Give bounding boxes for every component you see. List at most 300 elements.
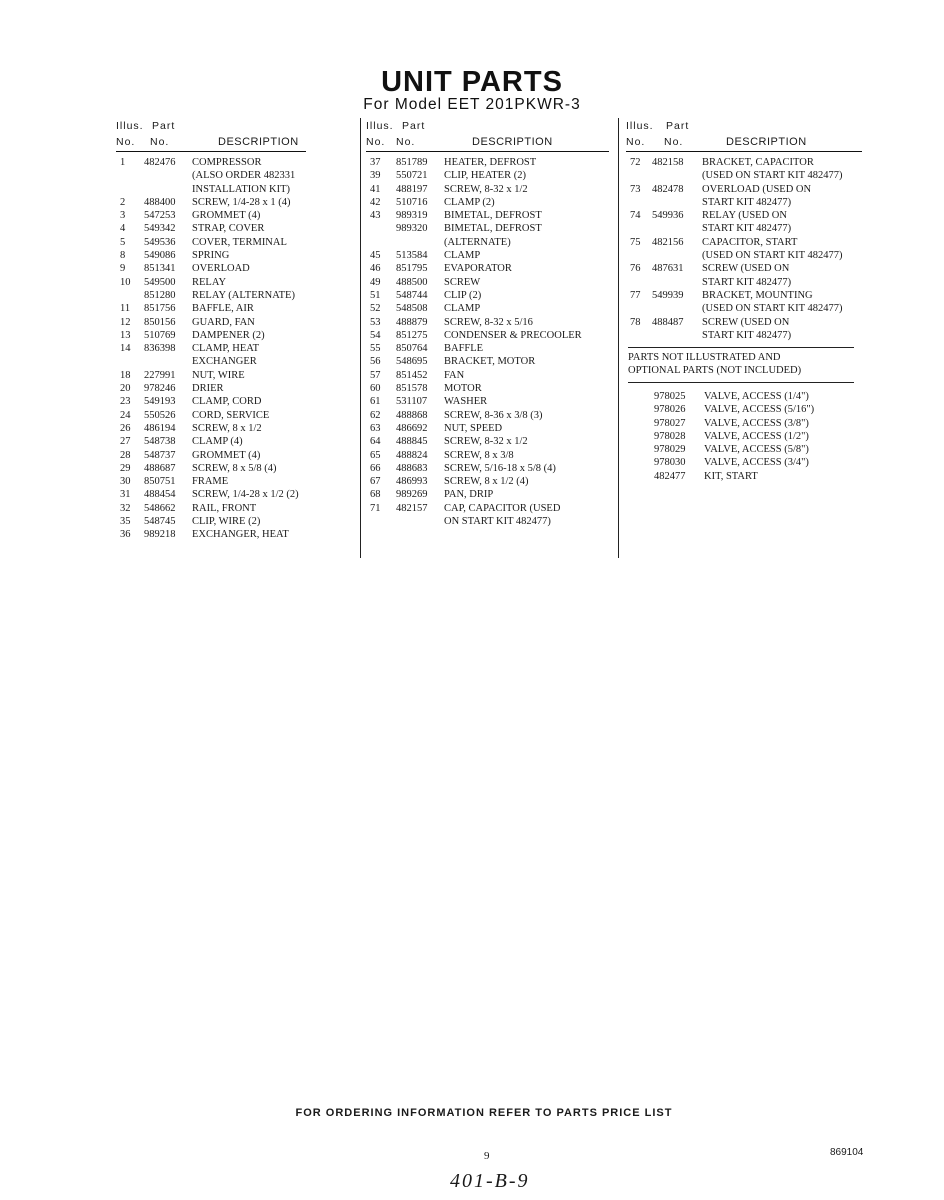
part-number: 548744 (396, 289, 428, 301)
parts-row (366, 183, 609, 196)
parts-row (116, 249, 306, 262)
parts-row (116, 342, 306, 355)
part-number: 488868 (396, 409, 428, 421)
part-description: NUT, SPEED (444, 422, 503, 434)
parts-row (626, 236, 862, 249)
illus-number: 61 (370, 396, 381, 408)
illus-number: 53 (370, 316, 381, 328)
column-divider (618, 118, 619, 558)
parts-row (116, 475, 306, 488)
part-number: 989320 (396, 223, 428, 235)
illus-number: 8 (120, 250, 126, 262)
part-description: HEATER, DEFROST (444, 157, 537, 168)
parts-row (366, 329, 609, 342)
part-description: BIMETAL, DEFROST (444, 223, 542, 235)
illus-number: 66 (370, 462, 381, 474)
parts-row (116, 289, 306, 302)
part-description: VALVE, ACCESS (1/4") (704, 391, 809, 402)
description-label: DESCRIPTION (726, 136, 807, 148)
illus-number: 56 (370, 356, 381, 368)
part-description: DAMPENER (2) (192, 329, 265, 341)
parts-row (366, 209, 609, 222)
part-no-label: No. (150, 136, 170, 148)
part-description: WASHER (444, 396, 488, 408)
illus-number: 49 (370, 276, 381, 288)
part-number: 851280 (144, 289, 176, 301)
header-rule (626, 151, 862, 152)
column-header (116, 118, 306, 156)
illus-number: 1 (120, 157, 126, 168)
parts-row (116, 462, 306, 475)
part-number: 482477 (654, 470, 686, 482)
not-illustrated-heading (628, 351, 801, 378)
illus-no-label: No. (626, 136, 646, 148)
part-description: SCREW, 8-36 x 3/8 (3) (444, 409, 543, 421)
parts-column-2 (366, 118, 609, 528)
part-number: 851795 (396, 263, 428, 275)
part-description: (USED ON START KIT 482477) (702, 250, 843, 262)
illus-label: Illus. (116, 120, 144, 132)
part-number: 548737 (144, 449, 176, 461)
illus-number: 28 (120, 449, 131, 461)
part-description: CLAMP, HEAT (192, 343, 260, 355)
part-description: SCREW, 8-32 x 1/2 (444, 183, 528, 195)
part-number: 548508 (396, 303, 428, 315)
parts-row (626, 156, 862, 169)
illus-number: 13 (120, 329, 131, 341)
parts-rows (116, 156, 306, 542)
part-description: EXCHANGER, HEAT (192, 529, 289, 541)
part-description: RELAY (192, 276, 227, 288)
part-description: VALVE, ACCESS (5/8") (704, 444, 809, 456)
illus-number: 57 (370, 369, 381, 381)
part-number: 550526 (144, 409, 176, 421)
parts-row (626, 276, 862, 289)
parts-row (366, 462, 609, 475)
part-description: SCREW, 1/4-28 x 1/2 (2) (192, 489, 299, 501)
parts-row (116, 382, 306, 395)
not-illustrated-list (628, 390, 858, 483)
part-description: OVERLOAD (USED ON (702, 183, 812, 195)
part-label: Part (402, 120, 426, 132)
part-description: BRACKET, MOUNTING (702, 289, 813, 301)
parts-row (366, 342, 609, 355)
part-description: KIT, START (704, 470, 758, 482)
part-number: 978028 (654, 430, 686, 442)
parts-row (366, 422, 609, 435)
illus-number: 2 (120, 196, 126, 208)
part-description: FAN (444, 369, 465, 381)
parts-row (366, 435, 609, 448)
ordering-note: FOR ORDERING INFORMATION REFER TO PARTS PRICE LIST (295, 1107, 673, 1119)
illus-number: 27 (120, 436, 131, 448)
part-number: 978246 (144, 383, 176, 395)
part-number: 989218 (144, 529, 176, 541)
illus-number: 36 (120, 529, 131, 541)
optional-part-row (628, 430, 858, 443)
part-number: 513584 (396, 250, 428, 262)
parts-row (116, 329, 306, 342)
description-label: DESCRIPTION (472, 136, 553, 148)
parts-row (116, 156, 306, 169)
part-description: CLIP (2) (444, 289, 482, 301)
part-number: 851341 (144, 263, 176, 275)
part-description: CONDENSER & PRECOOLER (444, 329, 582, 341)
part-label: Part (666, 120, 690, 132)
parts-row (116, 435, 306, 448)
part-number: 548738 (144, 436, 176, 448)
part-number: 482476 (144, 157, 176, 168)
part-description: (USED ON START KIT 482477) (702, 303, 843, 315)
illus-number: 9 (120, 263, 126, 275)
part-number: 486194 (144, 422, 176, 434)
part-number: 488400 (144, 196, 176, 208)
handwritten-note: 401-B-9 (450, 1170, 530, 1192)
parts-row (366, 196, 609, 209)
parts-row (116, 395, 306, 408)
parts-row (626, 329, 862, 342)
not-illustrated-heading-line1: PARTS NOT ILLUSTRATED AND (628, 352, 781, 363)
part-description: SCREW (USED ON (702, 263, 790, 275)
illus-number: 65 (370, 449, 381, 461)
part-description: CLAMP (4) (192, 436, 243, 448)
part-description: CLIP, HEATER (2) (444, 170, 526, 182)
part-number: 548662 (144, 502, 176, 514)
parts-row (116, 302, 306, 315)
part-number: 488487 (652, 316, 684, 328)
part-number: 549086 (144, 250, 176, 262)
part-number: 482478 (652, 183, 684, 195)
part-number: 851578 (396, 383, 428, 395)
parts-rows (626, 156, 862, 342)
part-description: GROMMET (4) (192, 210, 261, 222)
illus-number: 11 (120, 303, 131, 315)
part-number: 851275 (396, 329, 428, 341)
illus-number: 3 (120, 210, 126, 222)
part-number: 549500 (144, 276, 176, 288)
part-number: 836398 (144, 343, 176, 355)
part-description: START KIT 482477) (702, 329, 792, 341)
part-number: 850764 (396, 343, 428, 355)
part-description: START KIT 482477) (702, 196, 792, 208)
part-number: 989269 (396, 489, 428, 501)
parts-row (626, 169, 862, 182)
parts-rows (366, 156, 609, 528)
part-description: SPRING (192, 250, 230, 262)
parts-row (626, 196, 862, 209)
part-description: VALVE, ACCESS (5/16") (704, 404, 815, 416)
parts-row (366, 382, 609, 395)
part-number: 482158 (652, 157, 684, 168)
section-rule (628, 347, 854, 348)
part-description: SCREW, 8-32 x 5/16 (444, 316, 533, 328)
parts-row (366, 475, 609, 488)
illus-number: 14 (120, 343, 131, 355)
part-number: 978027 (654, 417, 686, 429)
parts-row (366, 222, 609, 235)
part-description: INSTALLATION KIT) (192, 183, 291, 195)
part-number: 549193 (144, 396, 176, 408)
part-description: DRIER (192, 383, 224, 395)
part-description: BAFFLE, AIR (192, 303, 254, 315)
part-description: CORD, SERVICE (192, 409, 270, 421)
parts-row (116, 369, 306, 382)
illus-number: 31 (120, 489, 131, 501)
part-number: 488500 (396, 276, 428, 288)
part-number: 487631 (652, 263, 684, 275)
illus-number: 68 (370, 489, 381, 501)
part-number: 978025 (654, 391, 686, 402)
parts-row (116, 196, 306, 209)
parts-row (626, 302, 862, 315)
part-description: COVER, TERMINAL (192, 236, 287, 248)
part-description: VALVE, ACCESS (3/4") (704, 457, 809, 469)
part-number: 978030 (654, 457, 686, 469)
illus-number: 76 (630, 263, 641, 275)
part-number: 482157 (396, 502, 428, 514)
part-description: SCREW, 1/4-28 x 1 (4) (192, 196, 291, 208)
part-number: 488683 (396, 462, 428, 474)
page-number: 9 (484, 1150, 490, 1162)
parts-row (366, 289, 609, 302)
illus-number: 29 (120, 462, 131, 474)
illus-number: 73 (630, 183, 641, 195)
part-number: 488845 (396, 436, 428, 448)
illus-label: Illus. (366, 120, 394, 132)
parts-row (116, 262, 306, 275)
illus-number: 72 (630, 157, 641, 168)
part-description: SCREW, 5/16-18 x 5/8 (4) (444, 462, 556, 474)
part-description: SCREW, 8-32 x 1/2 (444, 436, 528, 448)
part-number: 510716 (396, 196, 428, 208)
illus-number: 46 (370, 263, 381, 275)
part-description: OVERLOAD (192, 263, 250, 275)
part-number: 488454 (144, 489, 176, 501)
illus-number: 64 (370, 436, 381, 448)
model-subtitle: For Model EET 201PKWR-3 (363, 96, 581, 113)
part-description: VALVE, ACCESS (3/8") (704, 417, 809, 429)
parts-row (116, 449, 306, 462)
parts-row (366, 249, 609, 262)
parts-row (366, 369, 609, 382)
parts-row (116, 276, 306, 289)
part-description: SCREW (444, 276, 481, 288)
illus-number: 10 (120, 276, 131, 288)
illus-number: 12 (120, 316, 131, 328)
parts-row (626, 209, 862, 222)
parts-row (626, 289, 862, 302)
illus-number: 55 (370, 343, 381, 355)
parts-row (116, 515, 306, 528)
part-number: 989319 (396, 210, 428, 222)
part-number: 488879 (396, 316, 428, 328)
illus-number: 51 (370, 289, 381, 301)
parts-row (116, 488, 306, 501)
part-number: 488687 (144, 462, 176, 474)
part-description: GUARD, FAN (192, 316, 255, 328)
part-description: SCREW, 8 x 5/8 (4) (192, 462, 277, 474)
illus-number: 78 (630, 316, 641, 328)
illus-number: 74 (630, 210, 641, 222)
parts-row (116, 355, 306, 368)
illus-number: 45 (370, 250, 381, 262)
page-title: UNIT PARTS (381, 66, 563, 98)
illus-number: 37 (370, 157, 381, 168)
parts-row (116, 183, 306, 196)
description-label: DESCRIPTION (218, 136, 299, 148)
part-number: 488197 (396, 183, 428, 195)
part-description: SCREW, 8 x 3/8 (444, 449, 514, 461)
part-description: BAFFLE (444, 343, 484, 355)
part-number: 549939 (652, 289, 684, 301)
parts-row (366, 449, 609, 462)
part-number: 227991 (144, 369, 176, 381)
part-description: (ALSO ORDER 482331 (192, 170, 296, 182)
part-description: CAPACITOR, START (702, 236, 798, 248)
parts-row (366, 355, 609, 368)
parts-row (366, 395, 609, 408)
parts-row (626, 222, 862, 235)
part-description: STRAP, COVER (192, 223, 265, 235)
illus-number: 30 (120, 476, 131, 488)
part-description: RELAY (USED ON (702, 210, 787, 222)
part-description: PAN, DRIP (444, 489, 494, 501)
parts-row (116, 222, 306, 235)
illus-number: 71 (370, 502, 381, 514)
part-description: SCREW (USED ON (702, 316, 790, 328)
part-description: CLAMP (444, 303, 481, 315)
part-description: START KIT 482477) (702, 276, 792, 288)
part-description: SCREW, 8 x 1/2 (4) (444, 476, 529, 488)
part-no-label: No. (664, 136, 684, 148)
part-description: CLAMP (2) (444, 196, 495, 208)
part-number: 550721 (396, 170, 428, 182)
parts-row (116, 169, 306, 182)
part-number: 488824 (396, 449, 428, 461)
part-description: (USED ON START KIT 482477) (702, 170, 843, 182)
part-number: 850156 (144, 316, 176, 328)
parts-row (116, 316, 306, 329)
parts-row (366, 236, 609, 249)
parts-row (366, 409, 609, 422)
illus-number: 42 (370, 196, 381, 208)
parts-row (366, 488, 609, 501)
illus-number: 18 (120, 369, 131, 381)
part-number: 851452 (396, 369, 428, 381)
illus-number: 43 (370, 210, 381, 222)
parts-row (626, 183, 862, 196)
illus-number: 60 (370, 383, 381, 395)
illus-number: 62 (370, 409, 381, 421)
illus-number: 54 (370, 329, 381, 341)
optional-part-row (628, 443, 858, 456)
column-divider (360, 118, 361, 558)
illus-number: 67 (370, 476, 381, 488)
illus-number: 20 (120, 383, 131, 395)
parts-row (366, 502, 609, 515)
column-header (626, 118, 862, 156)
part-number: 851756 (144, 303, 176, 315)
part-description: START KIT 482477) (702, 223, 792, 235)
optional-part-row (628, 417, 858, 430)
column-header (366, 118, 609, 156)
part-number: 850751 (144, 476, 176, 488)
illus-no-label: No. (366, 136, 386, 148)
parts-row (116, 409, 306, 422)
illus-number: 4 (120, 223, 126, 235)
parts-row (626, 262, 862, 275)
part-description: BRACKET, CAPACITOR (702, 157, 814, 168)
illus-number: 41 (370, 183, 381, 195)
illus-number: 77 (630, 289, 641, 301)
parts-row (116, 528, 306, 541)
part-number: 547253 (144, 210, 176, 222)
optional-part-row (628, 470, 858, 483)
part-description: FRAME (192, 476, 229, 488)
illus-number: 5 (120, 236, 126, 248)
part-description: BIMETAL, DEFROST (444, 210, 542, 222)
illus-number: 23 (120, 396, 131, 408)
part-description: CAP, CAPACITOR (USED (444, 502, 561, 514)
parts-row (626, 316, 862, 329)
optional-part-row (628, 456, 858, 469)
parts-row (116, 209, 306, 222)
illus-number: 39 (370, 170, 381, 182)
illus-number: 24 (120, 409, 131, 421)
illus-no-label: No. (116, 136, 136, 148)
part-number: 510769 (144, 329, 176, 341)
part-label: Part (152, 120, 176, 132)
illus-number: 63 (370, 422, 381, 434)
optional-part-row (628, 390, 858, 403)
part-description: EXCHANGER (192, 356, 257, 368)
part-description: RAIL, FRONT (192, 502, 257, 514)
illus-label: Illus. (626, 120, 654, 132)
part-description: EVAPORATOR (444, 263, 512, 275)
document-number: 869104 (830, 1147, 864, 1158)
part-number: 549342 (144, 223, 176, 235)
optional-part-row (628, 403, 858, 416)
part-number: 531107 (396, 396, 428, 408)
parts-row (366, 169, 609, 182)
illus-number: 26 (120, 422, 131, 434)
part-no-label: No. (396, 136, 416, 148)
parts-row (116, 502, 306, 515)
part-number: 549536 (144, 236, 176, 248)
part-description: VALVE, ACCESS (1/2") (704, 430, 809, 442)
part-description: GROMMET (4) (192, 449, 261, 461)
part-description: RELAY (ALTERNATE) (192, 289, 295, 301)
part-description: (ALTERNATE) (444, 236, 511, 248)
parts-row (366, 302, 609, 315)
part-description: CLAMP (444, 250, 481, 262)
part-description: MOTOR (444, 383, 482, 395)
parts-row (366, 262, 609, 275)
part-description: NUT, WIRE (192, 369, 245, 381)
header-rule (116, 151, 306, 152)
header-rule (366, 151, 609, 152)
part-description: COMPRESSOR (192, 157, 262, 168)
part-number: 978029 (654, 444, 686, 456)
section-rule (628, 382, 854, 383)
illus-number: 35 (120, 516, 131, 528)
part-number: 548745 (144, 516, 176, 528)
parts-row (116, 422, 306, 435)
illus-number: 75 (630, 236, 641, 248)
part-description: CLAMP, CORD (192, 396, 262, 408)
part-number: 486692 (396, 422, 428, 434)
illus-number: 52 (370, 303, 381, 315)
